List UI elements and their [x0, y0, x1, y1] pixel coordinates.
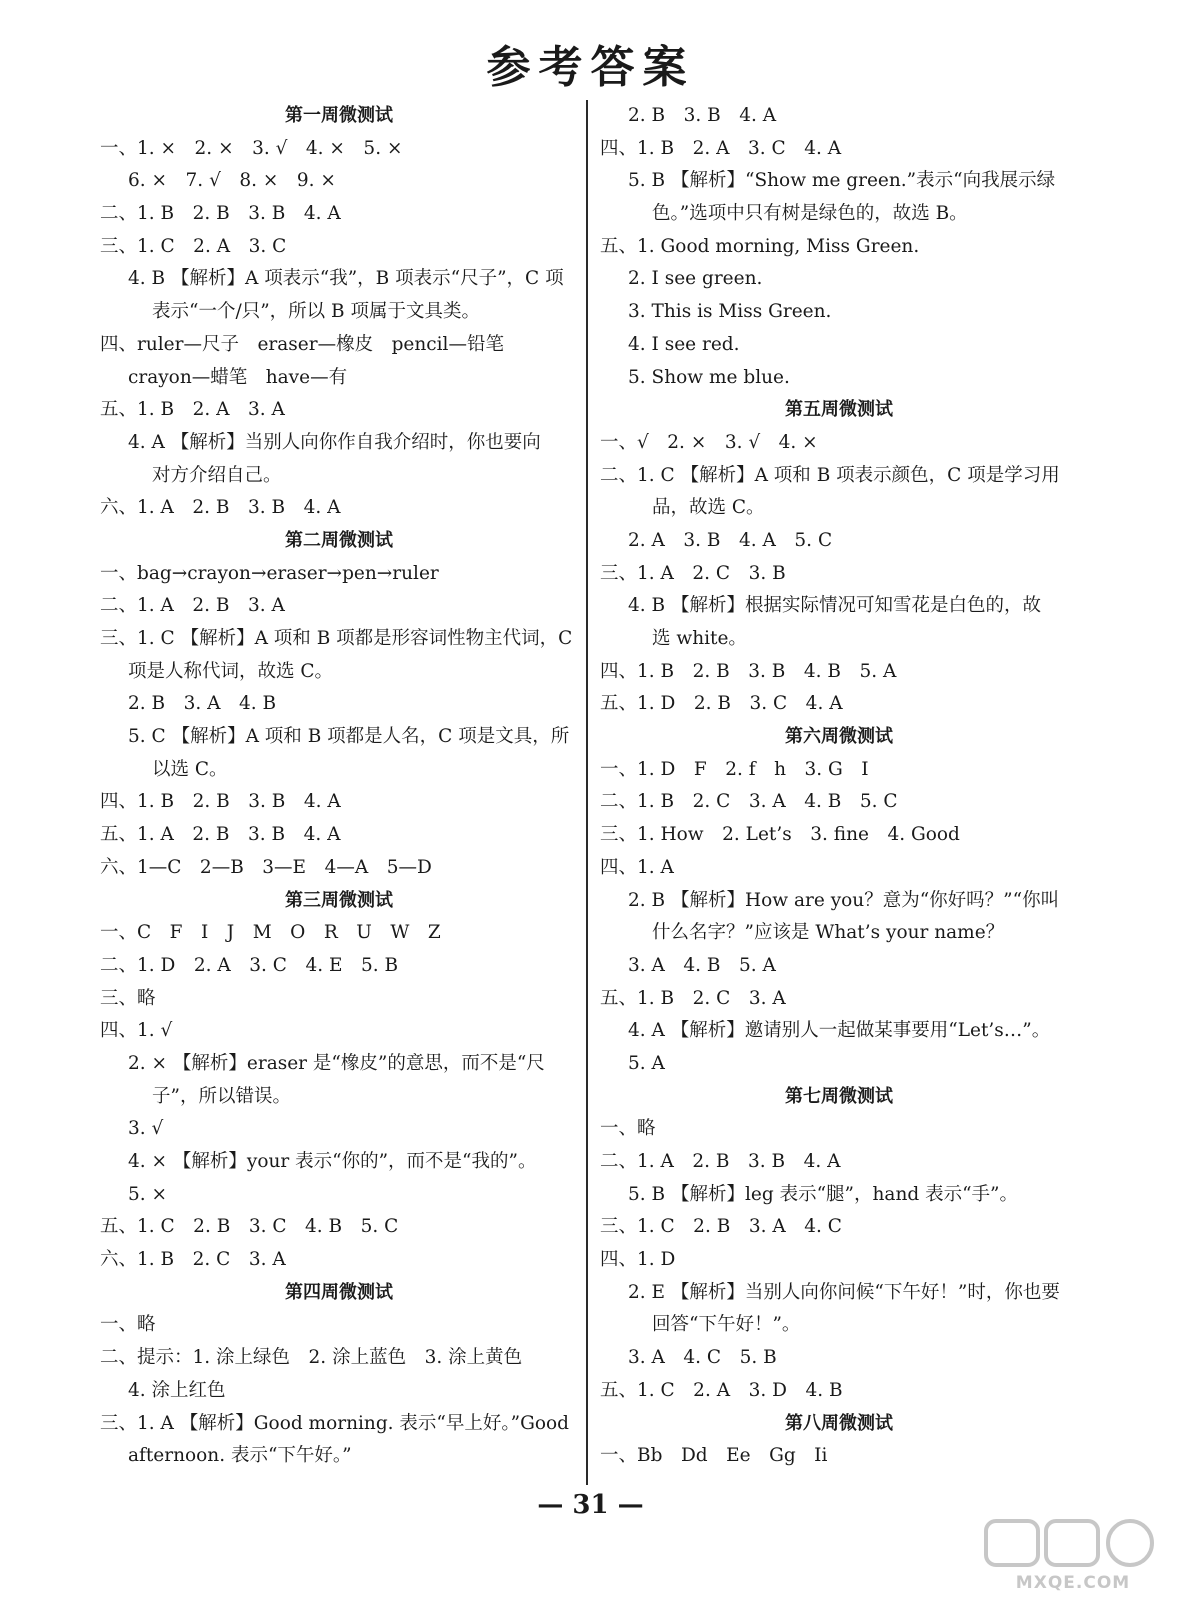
answer-line: 品，故选 C。: [652, 497, 765, 519]
answer-line: 以选 C。: [152, 758, 228, 780]
answer-line: 一、√ 2. × 3. √ 4. ×: [600, 431, 818, 453]
answer-line: 五、1. B 2. A 3. A: [100, 399, 285, 421]
answer-line: 3. A 4. B 5. A: [628, 954, 776, 976]
answer-line: 5. C 【解析】A 项和 B 项都是人名，C 项是文具，所: [128, 726, 570, 748]
answer-line: 4. A 【解析】邀请别人一起做某事要用“Let’s…”。: [628, 1020, 1051, 1042]
answer-line: 二、1. D 2. A 3. C 4. E 5. B: [100, 954, 399, 976]
answer-line: 2. E 【解析】当别人向你问候“下午好！”时，你也要: [628, 1281, 1060, 1303]
answer-line: 4. A 【解析】当别人向你作自我介绍时，你也要向: [128, 431, 541, 453]
answer-line: 5. B 【解析】leg 表示“腿”，hand 表示“手”。: [628, 1183, 1019, 1205]
answer-line: 四、1. D: [600, 1249, 676, 1271]
answer-line: 一、Bb Dd Ee Gg Ii: [600, 1445, 828, 1467]
answer-line: 4. 涂上红色: [128, 1379, 226, 1401]
watermark-badge-icon: [978, 1515, 1168, 1571]
answer-line: 2. I see green.: [628, 268, 763, 290]
answer-line: 6. × 7. √ 8. × 9. ×: [128, 170, 336, 192]
answer-line: 对方介绍自己。: [152, 464, 282, 486]
answer-line: 三、1. C 【解析】A 项和 B 项都是形容词性物主代词，C: [100, 628, 573, 649]
answer-line: 三、1. C 2. A 3. C: [100, 235, 287, 257]
column-divider: [586, 100, 588, 1485]
answer-line: 5. ×: [128, 1183, 168, 1205]
answer-line: 子”，所以错误。: [152, 1085, 291, 1107]
answer-line: 三、1. How 2. Let’s 3. fine 4. Good: [600, 824, 960, 846]
section-heading: 第一周微测试: [285, 105, 393, 126]
answer-line: 5. A: [628, 1052, 665, 1074]
answer-line: 一、C F I J M O R U W Z: [100, 922, 441, 944]
answer-line: 2. × 【解析】eraser 是“橡皮”的意思，而不是“尺: [128, 1052, 545, 1074]
left-answer-column: [100, 100, 578, 1473]
watermark-logo: [978, 1515, 1168, 1593]
answer-line: 表示“一个/只”，所以 B 项属于文具类。: [152, 301, 481, 323]
answer-line: 二、1. B 2. C 3. A 4. B 5. C: [600, 791, 898, 813]
answer-line: 四、1. A: [600, 856, 674, 878]
answer-line: 四、1. B 2. A 3. C 4. A: [600, 137, 842, 159]
answer-line: 2. B 3. A 4. B: [128, 693, 277, 715]
answer-line: 2. A 3. B 4. A 5. C: [628, 529, 833, 551]
answer-line: 一、略: [100, 1314, 156, 1336]
answer-line: 4. B 【解析】A 项表示“我”，B 项表示“尺子”，C 项: [128, 268, 564, 290]
answer-line: 四、1. B 2. B 3. B 4. A: [100, 791, 341, 813]
answer-line: 3. This is Miss Green.: [628, 301, 832, 323]
answer-line: 一、bag→crayon→eraser→pen→ruler: [100, 562, 439, 584]
answer-line: 四、ruler—尺子 eraser—橡皮 pencil—铅笔: [100, 333, 504, 355]
answer-line: 六、1. B 2. C 3. A: [100, 1249, 286, 1271]
watermark-text: MXQE.COM: [1015, 1573, 1131, 1593]
right-answer-column: [600, 100, 1078, 1473]
answer-line: 2. B 【解析】How are you？意为“你好吗？”“你叫: [628, 889, 1060, 911]
answer-line: 二、1. A 2. B 3. A: [100, 595, 285, 617]
section-heading: 第六周微测试: [785, 726, 893, 748]
answer-line: 三、1. A 【解析】Good morning. 表示“早上好。”Good: [100, 1412, 569, 1434]
section-heading: 第三周微测试: [285, 889, 393, 911]
answer-line: 一、1. × 2. × 3. √ 4. × 5. ×: [100, 137, 403, 159]
answer-line: 三、略: [100, 987, 156, 1009]
answer-line: 五、1. A 2. B 3. B 4. A: [100, 824, 341, 846]
answer-line: crayon—蜡笔 have—有: [128, 366, 348, 388]
answer-line: 选 white。: [652, 628, 747, 649]
answer-line: 五、1. C 2. A 3. D 4. B: [600, 1379, 843, 1401]
page-number: — 31 —: [537, 1490, 644, 1520]
answer-line: 六、1. A 2. B 3. B 4. A: [100, 497, 341, 519]
answer-line: afternoon. 表示“下午好。”: [128, 1445, 352, 1467]
section-heading: 第四周微测试: [285, 1281, 393, 1303]
section-heading: 第八周微测试: [785, 1412, 893, 1434]
answer-line: 四、1. B 2. B 3. B 4. B 5. A: [600, 660, 897, 682]
answer-line: 三、1. A 2. C 3. B: [600, 562, 786, 584]
section-heading: 第七周微测试: [785, 1085, 893, 1107]
answer-line: 4. × 【解析】your 表示“你的”，而不是“我的”。: [128, 1151, 537, 1172]
answer-line: 五、1. B 2. C 3. A: [600, 987, 786, 1009]
answer-line: 五、1. Good morning, Miss Green.: [600, 235, 920, 257]
answer-line: 一、略: [600, 1118, 656, 1140]
answer-line: 五、1. C 2. B 3. C 4. B 5. C: [100, 1216, 399, 1238]
answer-line: 回答“下午好！”。: [652, 1314, 801, 1336]
page-title: 参考答案: [486, 42, 695, 93]
answer-line: 二、1. B 2. B 3. B 4. A: [100, 203, 341, 225]
section-heading: 第二周微测试: [285, 529, 393, 551]
answer-line: 5. Show me blue.: [628, 366, 790, 388]
answer-line: 一、1. D F 2. f h 3. G I: [600, 758, 869, 780]
answer-line: 2. B 3. B 4. A: [628, 105, 777, 126]
answer-line: 二、1. A 2. B 3. B 4. A: [600, 1151, 841, 1172]
answer-line: 二、提示：1. 涂上绿色 2. 涂上蓝色 3. 涂上黄色: [100, 1347, 523, 1369]
answer-line: 4. I see red.: [628, 333, 740, 355]
answer-line: 项是人称代词，故选 C。: [128, 660, 334, 682]
answer-line: 三、1. C 2. B 3. A 4. C: [600, 1216, 842, 1238]
answer-line: 五、1. D 2. B 3. C 4. A: [600, 693, 843, 715]
section-heading: 第五周微测试: [785, 399, 893, 421]
answer-line: 四、1. √: [100, 1020, 173, 1042]
answer-line: 4. B 【解析】根据实际情况可知雪花是白色的，故: [628, 595, 1042, 617]
answer-line: 3. A 4. C 5. B: [628, 1347, 777, 1369]
answer-line: 5. B 【解析】“Show me green.”表示“向我展示绿: [628, 170, 1056, 192]
answer-line: 什么名字？”应该是 What’s your name？: [652, 922, 1005, 944]
answer-line: 二、1. C 【解析】A 项和 B 项表示颜色，C 项是学习用: [600, 464, 1060, 486]
answer-line: 3. √: [128, 1118, 164, 1140]
answer-line: 色。”选项中只有树是绿色的，故选 B。: [652, 203, 968, 225]
answer-line: 六、1—C 2—B 3—E 4—A 5—D: [100, 856, 432, 878]
